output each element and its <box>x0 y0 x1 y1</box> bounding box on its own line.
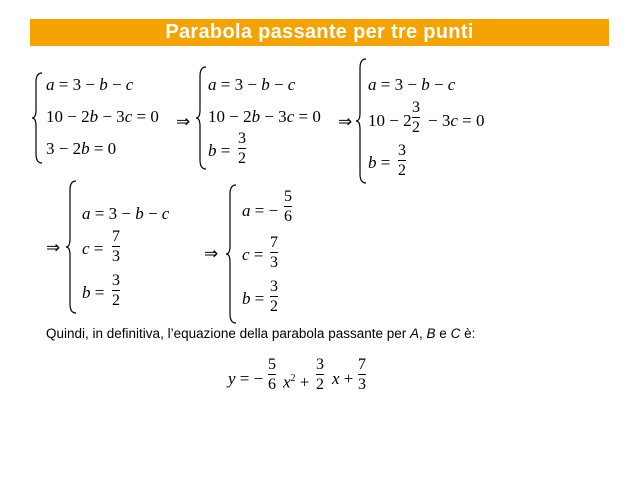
brace-icon <box>32 72 44 164</box>
fraction: 7 3 <box>358 356 366 393</box>
final-equation <box>228 356 388 400</box>
equation-line: x + <box>332 369 354 388</box>
equation-line: b = <box>368 153 391 172</box>
brace-icon <box>66 180 78 314</box>
brace-icon <box>356 58 368 184</box>
fraction: 3 2 <box>112 272 120 309</box>
equation-line: b = <box>208 141 231 160</box>
conclusion-text: Quindi, in definitiva, l’equazione della parabola passante per A, B e C è: <box>46 326 476 341</box>
equation-line: 3 − 2b = 0 <box>46 139 117 158</box>
implies-arrow: ⇒ <box>204 244 219 264</box>
fraction: 7 3 <box>270 234 278 271</box>
equation-line: $x^2$ + <box>283 372 310 392</box>
equation-line: c = <box>82 239 104 258</box>
brace-icon <box>196 66 208 170</box>
system-2 <box>196 66 336 170</box>
fraction: 3 2 <box>412 99 420 136</box>
equation-line: y = − <box>228 369 264 388</box>
system-4 <box>66 180 186 314</box>
equation-line: a = − <box>242 201 279 220</box>
equation-line: a = 3 − b − c <box>368 75 456 94</box>
equation-line: a = 3 − b − c <box>46 75 134 94</box>
equation-line: c = <box>242 245 264 264</box>
fraction: 5 6 <box>284 188 292 225</box>
fraction: 3 2 <box>238 130 246 167</box>
page-title: Parabola passante per tre punti <box>165 21 474 43</box>
equation-line: 10 − 2b − 3c = 0 <box>208 107 321 126</box>
system-1 <box>32 72 172 164</box>
fraction: 5 6 <box>268 356 276 393</box>
fraction: 3 2 <box>270 278 278 315</box>
equation-line: a = 3 − b − c <box>208 75 296 94</box>
equation-line: a = 3 − b − c <box>82 204 170 223</box>
equation-line: b = <box>82 283 105 302</box>
fraction: 7 3 <box>112 228 120 265</box>
title-bar <box>30 19 609 46</box>
equation-line: 10 − 2 <box>368 111 412 130</box>
system-5 <box>226 184 336 324</box>
fraction: 3 2 <box>316 356 324 393</box>
equation-line: − 3c = 0 <box>428 111 485 130</box>
equation-line: 10 − 2b − 3c = 0 <box>46 107 159 126</box>
implies-arrow: ⇒ <box>46 238 61 258</box>
implies-arrow: ⇒ <box>338 112 353 132</box>
equation-line: b = <box>242 289 265 308</box>
implies-arrow: ⇒ <box>176 112 191 132</box>
fraction: 3 2 <box>398 142 406 179</box>
brace-icon <box>226 184 238 324</box>
system-3 <box>356 58 506 184</box>
